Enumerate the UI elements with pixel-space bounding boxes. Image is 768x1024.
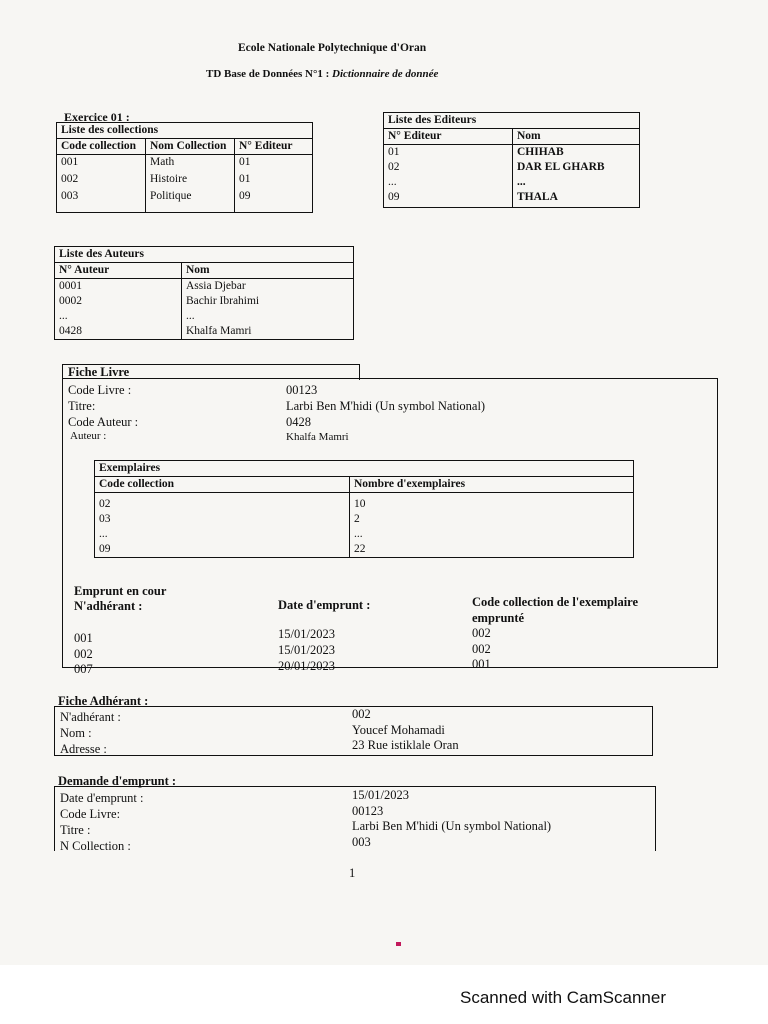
editeurs-header-numero: N° Editeur — [384, 129, 513, 145]
table-cell: 001 — [74, 631, 93, 645]
table-cell: 20/01/2023 — [278, 659, 335, 673]
exercise-title: Exercice 01 : — [64, 110, 130, 124]
table-cell: 2 — [350, 512, 634, 527]
table-cell: CHIHAB — [513, 145, 640, 161]
demande-value-titre: Larbi Ben M'hidi (Un symbol National) — [352, 819, 552, 833]
table-cell: Math — [146, 155, 235, 171]
editeurs-table — [383, 112, 640, 208]
fiche-adherant-title: Fiche Adhérant : — [58, 694, 149, 708]
table-cell: 15/01/2023 — [278, 643, 335, 657]
table-cell: 09 — [384, 190, 513, 208]
fiche-adherant-label-nom: Nom : — [60, 726, 92, 740]
fiche-adherant-value-numero: 002 — [352, 707, 371, 721]
table-cell: 001 — [57, 155, 146, 171]
table-cell: ... — [182, 309, 354, 324]
demande-label-code-livre: Code Livre: — [60, 807, 121, 821]
table-cell: 22 — [350, 542, 634, 558]
table-cell: 01 — [235, 170, 313, 187]
exemplaires-header-code: Code collection — [95, 477, 350, 493]
exemplaires-table — [94, 460, 634, 558]
fiche-livre-value-code-auteur: 0428 — [286, 415, 311, 429]
table-cell: 007 — [74, 662, 93, 676]
emprunt-header-adherant: N'adhérant : — [74, 599, 143, 613]
table-cell: 09 — [235, 187, 313, 213]
table-cell: 0002 — [55, 294, 182, 309]
table-cell: 01 — [235, 155, 313, 171]
subtitle-italic: Dictionnaire de donnée — [332, 68, 439, 80]
fiche-livre-label-code-auteur: Code Auteur : — [68, 415, 139, 429]
table-cell: ... — [384, 175, 513, 190]
page-number: 1 — [349, 866, 356, 880]
auteurs-title: Liste des Auteurs — [55, 247, 354, 263]
table-cell: 0001 — [55, 279, 182, 295]
table-cell: 02 — [95, 493, 350, 513]
table-cell: ... — [350, 527, 634, 542]
fiche-livre-value-titre: Larbi Ben M'hidi (Un symbol National) — [286, 399, 486, 413]
demande-value-code-livre: 00123 — [352, 804, 384, 818]
exemplaires-header-nombre: Nombre d'exemplaires — [350, 477, 634, 493]
fiche-livre-title: Fiche Livre — [68, 365, 130, 379]
table-cell: 03 — [95, 512, 350, 527]
demande-value-collection: 003 — [352, 835, 371, 849]
table-cell: Bachir Ibrahimi — [182, 294, 354, 309]
table-cell: ... — [55, 309, 182, 324]
table-cell: THALA — [513, 190, 640, 208]
table-cell: ... — [513, 175, 640, 190]
fiche-adherant-label-adresse: Adresse : — [60, 742, 107, 756]
collections-header-nom: Nom Collection — [146, 139, 235, 155]
fiche-adherant-value-nom: Youcef Mohamadi — [352, 723, 445, 737]
table-cell: 0428 — [55, 324, 182, 340]
table-cell: DAR EL GHARB — [513, 160, 640, 175]
auteurs-header-nom: Nom — [182, 263, 354, 279]
fiche-adherant-label-numero: N'adhérant : — [60, 710, 121, 724]
emprunt-header-date: Date d'emprunt : — [278, 598, 371, 612]
fiche-livre-value-code: 00123 — [286, 383, 318, 397]
table-cell: 002 — [472, 626, 491, 640]
emprunt-header-code-2: emprunté — [472, 611, 525, 625]
table-cell: Politique — [146, 187, 235, 213]
table-cell: 10 — [350, 493, 634, 513]
fiche-livre-label-titre: Titre: — [68, 399, 96, 413]
auteurs-table — [54, 246, 354, 340]
demande-emprunt-title: Demande d'emprunt : — [58, 774, 177, 788]
auteurs-header-numero: N° Auteur — [55, 263, 182, 279]
fiche-livre-value-auteur: Khalfa Mamri — [286, 431, 349, 443]
fiche-adherant-value-adresse: 23 Rue istiklale Oran — [352, 738, 459, 752]
table-cell: 002 — [472, 642, 491, 656]
collections-title: Liste des collections — [57, 123, 313, 139]
table-cell: 09 — [95, 542, 350, 558]
table-cell: 002 — [57, 170, 146, 187]
demande-label-titre: Titre : — [60, 823, 91, 837]
editeurs-title: Liste des Editeurs — [384, 113, 640, 129]
table-cell: 01 — [384, 145, 513, 161]
table-cell: ... — [95, 527, 350, 542]
table-cell: 003 — [57, 187, 146, 213]
scan-artifact — [396, 942, 401, 946]
demande-label-date: Date d'emprunt : — [60, 791, 144, 805]
editeurs-header-nom: Nom — [513, 129, 640, 145]
school-name: Ecole Nationale Polytechnique d'Oran — [238, 42, 427, 54]
demande-label-collection: N Collection : — [60, 839, 131, 853]
table-cell: Assia Djebar — [182, 279, 354, 295]
emprunt-title: Emprunt en cour — [74, 584, 167, 598]
collections-table — [56, 122, 313, 213]
exemplaires-title: Exemplaires — [95, 461, 634, 477]
document-subtitle — [206, 68, 438, 80]
scanner-watermark: Scanned with CamScanner — [460, 988, 667, 1007]
emprunt-header-code: Code collection de l'exemplaire — [472, 595, 639, 609]
table-cell: 002 — [74, 647, 93, 661]
collections-header-code: Code collection — [57, 139, 146, 155]
fiche-livre-label-auteur: Auteur : — [70, 430, 107, 442]
collections-header-editeur: N° Editeur — [235, 139, 313, 155]
fiche-livre-label-code: Code Livre : — [68, 383, 132, 397]
demande-value-date: 15/01/2023 — [352, 788, 409, 802]
table-cell: 001 — [472, 657, 491, 671]
table-cell: Khalfa Mamri — [182, 324, 354, 340]
subtitle-prefix: TD Base de Données N°1 : — [206, 68, 333, 80]
table-cell: Histoire — [146, 170, 235, 187]
table-cell: 15/01/2023 — [278, 627, 335, 641]
table-cell: 02 — [384, 160, 513, 175]
